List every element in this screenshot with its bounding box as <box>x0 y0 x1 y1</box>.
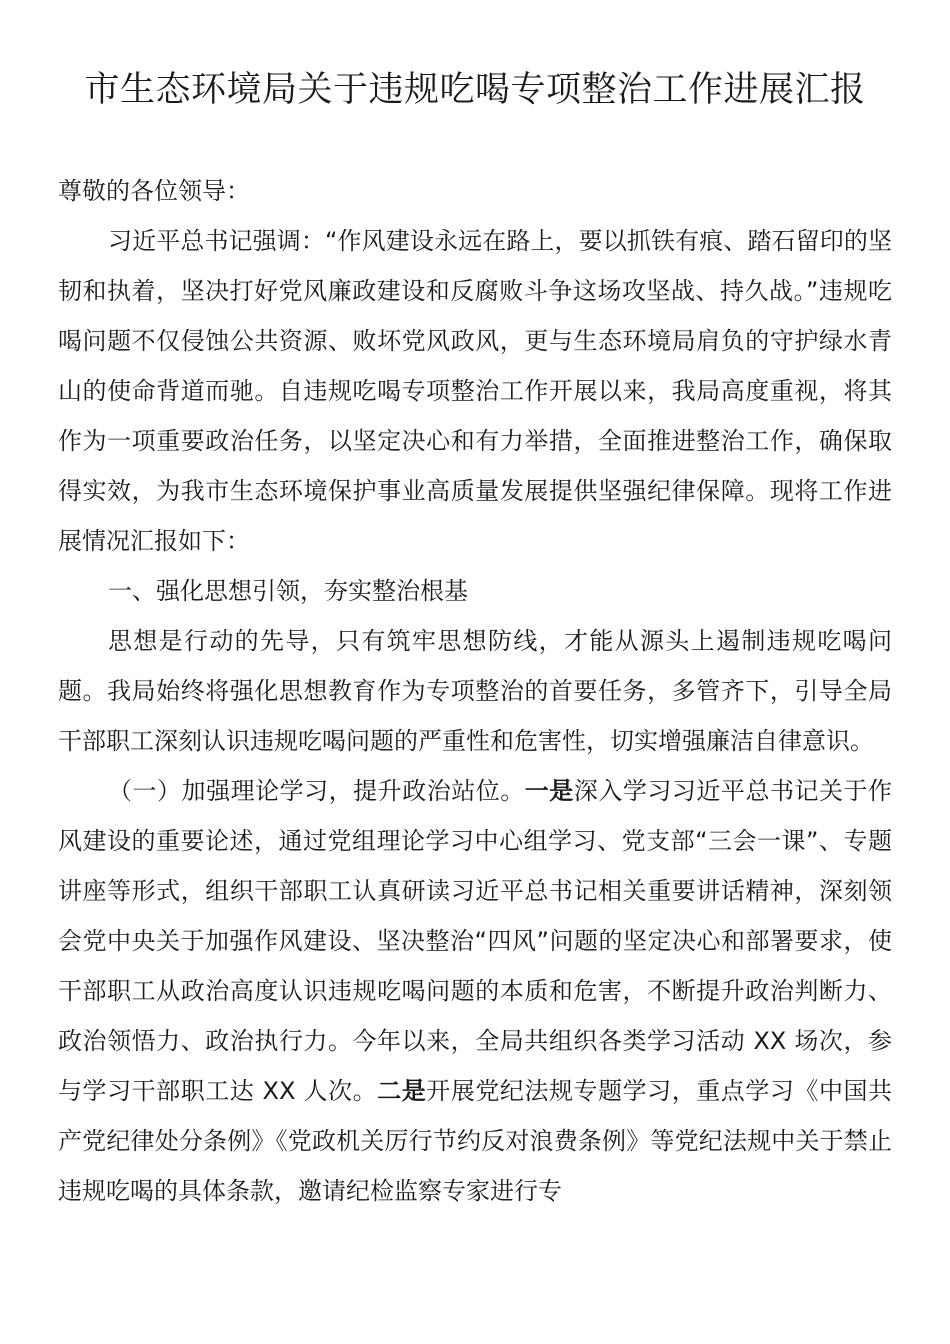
salutation: 尊敬的各位领导： <box>58 177 250 205</box>
section-1-paragraph: 思想是行动的先导，只有筑牢思想防线，才能从源头上遏制违规吃喝问题。我局始终将强化思想教育作为专项整治的首要任务，多管齐下，引导全局干部职工深刻认识违规吃喝问题的严重性和危害性，切实增强廉洁自律意识。 <box>58 627 892 755</box>
subsection-1-paragraph <box>58 766 892 1216</box>
document-title: 市生态环境局关于违规吃喝专项整治工作进展汇报 <box>84 70 866 110</box>
point-marker-1: 一是 <box>524 777 574 805</box>
point-marker-2: 二是 <box>377 1077 427 1105</box>
point-text-1: 深入学习习近平总书记关于作风建设的重要论述，通过党组理论学习中心组学习、党支部“三会一课”、专题讲座等形式，组织干部职工认真研读习近平总书记相关重要讲话精神，深刻领会党中央关于加强作风建设、坚决整治“四风”问题的坚定决心和部署要求，使干部职工从政治高度认识违规吃喝问题的本质和危害，不断提升政治判断力、政治领悟力、政治执行力。今年以来，全局共组织各类学习活动 XX 场次，参与学习干部职工达 XX 人次。 <box>58 777 893 1105</box>
subsection-1-heading: （一）加强理论学习，提升政治站位。 <box>108 777 525 805</box>
section-heading-1: 一、强化思想引领，夯实整治根基 <box>108 577 468 605</box>
point-text-2: 开展党纪法规专题学习，重点学习《中国共产党纪律处分条例》《党政机关厉行节约反对浪费条例》等党纪法规中关于禁止违规吃喝的具体条款，邀请纪检监察专家进行专 <box>58 1077 893 1205</box>
document-body <box>58 166 892 1216</box>
intro-paragraph: 习近平总书记强调：“作风建设永远在路上，要以抓铁有痕、踏石留印的坚韧和执着，坚决打好党风廉政建设和反腐败斗争这场攻坚战、持久战。”违规吃喝问题不仅侵蚀公共资源、败坏党风政风，更与生态环境局肩负的守护绿水青山的使命背道而驰。自违规吃喝专项整治工作开展以来，我局高度重视，将其作为一项重要政治任务，以坚定决心和有力举措，全面推进整治工作，确保取得实效，为我市生态环境保护事业高质量发展提供坚强纪律保障。现将工作进展情况汇报如下： <box>58 227 892 555</box>
